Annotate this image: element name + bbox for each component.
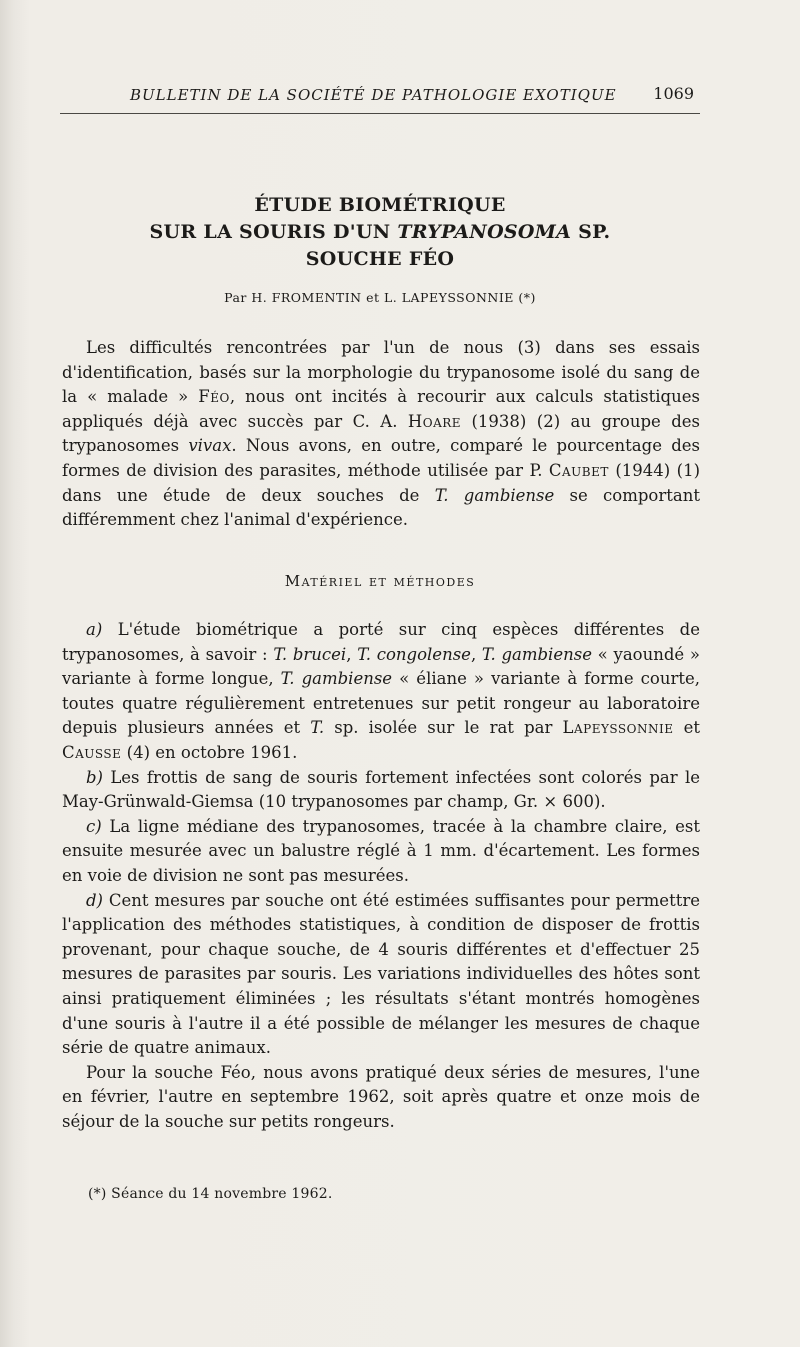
title-line-3: SOUCHE FÉO	[305, 248, 455, 270]
item-a: a) L'étude biométrique a porté sur cinq espèces différentes de trypanosomes, à savoir : T. brucei, T. congolense, T. gambiense « yaoundé » variante à forme longue, T. gambiense « éliane » variante à forme courte, toutes quatre régulièrement entretenues sur petit rongeur au laboratoire depuis plusieurs années et T. sp. isolée sur le rat par Lapeyssonnie et Causse (4) en octobre 1961.	[62, 620, 701, 762]
title-line-2: SUR LA SOURIS D'UN TRYPANOSOMA SP.	[149, 221, 611, 243]
item-d: d) Cent mesures par souche ont été estimées suffisantes pour permettre l'application des méthodes statistiques, à condition de disposer de frottis provenant, pour chaque souche, de 4 souris différentes et d'effectuer 25 mesures de parasites par souris. Les variations individuelles des hôtes sont ainsi pratiquement éliminées ; les résultats s'étant montrés homogènes d'une souris à l'autre il a été possible de mélanger les mesures de chaque série de quatre animaux.	[62, 890, 700, 1058]
intro-paragraph: Les difficultés rencontrées par l'un de nous (3) dans ses essais d'identification, basés sur la morphologie du trypanosome isolé du sang de la « malade » Féo, nous ont incités à recourir aux calculs statistiques appliqués déjà avec succès par C. A. Hoare (1938) (2) au groupe des trypanosomes vivax. Nous avons, en outre, comparé le pourcentage des formes de division des parasites, méthode utilisée par P. Caubet (1944) (1) dans une étude de deux souches de T. gambiense se comportant différemment chez l'animal d'expérience.	[62, 338, 701, 530]
title-line-1: ÉTUDE BIOMÉTRIQUE	[254, 194, 506, 216]
methods-body	[62, 618, 700, 1134]
item-c: c) La ligne médiane des trypanosomes, tracée à la chambre claire, est ensuite mesurée avec un balustre réglé à 1 mm. d'écartement. Les formes en voie de division ne sont pas mesurées.	[62, 816, 700, 885]
authors: Par H. FROMENTIN et L. LAPEYSSONNIE (*)	[224, 290, 536, 305]
running-header	[60, 82, 700, 118]
page-number: 1069	[653, 84, 694, 103]
closing-paragraph: Pour la souche Féo, nous avons pratiqué deux séries de mesures, l'une en février, l'autre en septembre 1962, soit après quatre et onze mois de séjour de la souche sur petits rongeurs.	[62, 1062, 700, 1131]
footnote: (*) Séance du 14 novembre 1962.	[88, 1186, 333, 1202]
article-title	[60, 192, 700, 273]
header-rule	[60, 113, 700, 114]
section-heading: Matériel et méthodes	[284, 572, 476, 590]
item-b: b) Les frottis de sang de souris fortement infectées sont colorés par le May-Grünwald-Giemsa (10 trypanosomes par champ, Gr. × 600).	[62, 767, 700, 812]
journal-title: BULLETIN DE LA SOCIÉTÉ DE PATHOLOGIE EXOTIQUE	[130, 86, 617, 104]
